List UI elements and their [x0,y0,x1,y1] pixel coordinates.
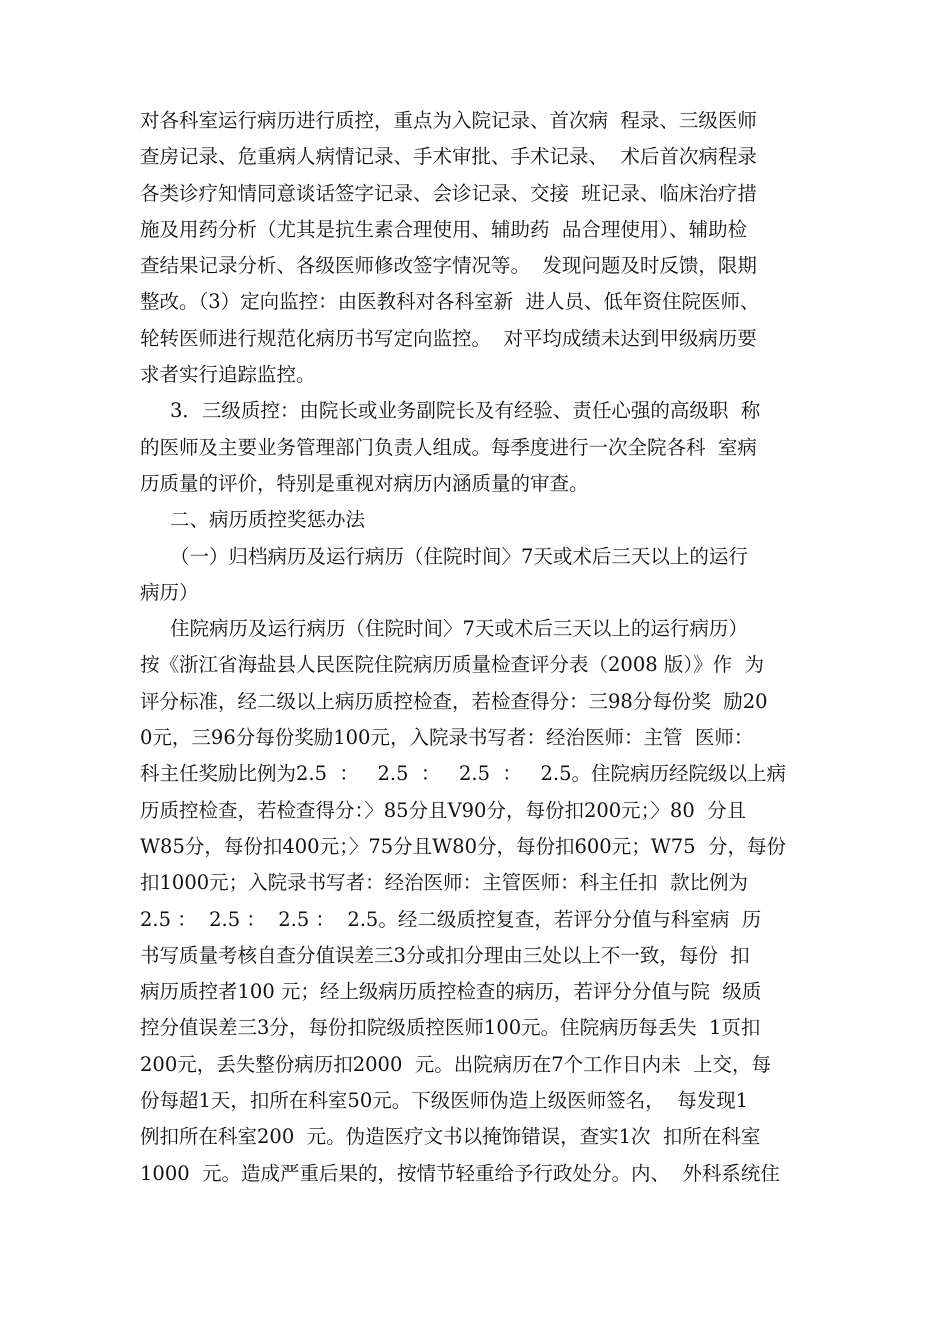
text-line: 0元，三96分每份奖励100元，入院录书写者：经治医师：主管 医师： [140,726,754,750]
text-line: 科主任奖励比例为2.5 ： 2.5 ： 2.5 ： 2.5。住院病历经院级以上病 [140,762,787,786]
text-line: 2.5 ： 2.5 ： 2.5 ： 2.5。经二级质控复查，若评分分值与科室病 历 [140,907,762,931]
text-line: （一）归档病历及运行病历（住院时间〉7天或术后三天以上的运行 [170,544,748,568]
text-line: 历质量的评价，特别是重视对病历内涵质量的审查。 [140,471,589,495]
text-line: 200元，丢失整份病历扣2000 元。出院病历在7个工作日内未 上交，每 [140,1052,772,1076]
text-line: 例扣所在科室200 元。伪造医疗文书以掩饰错误，查实1次 扣所在科室 [140,1125,761,1149]
text-line: 按《浙江省海盐县人民医院住院病历质量检查评分表（2008 版）》作 为 [140,653,764,677]
text-line: 控分值误差三3分，每份扣院级质控医师100元。住院病历每丢失 1页扣 [140,1016,761,1040]
text-line: 历质控检查，若检查得分：〉85分且V90分，每份扣200元；〉80 分且 [140,798,747,822]
text-line: 住院病历及运行病历（住院时间〉7天或术后三天以上的运行病历） [170,617,748,641]
text-line: 查结果记录分析、各级医师修改签字情况等。 发现问题及时反馈，限期 [140,254,757,278]
text-line: 评分标准，经二级以上病历质控检查，若检查得分：三98分每份奖 励20 [140,689,768,713]
document-body [140,103,830,1192]
text-line: 二、病历质控奖惩办法 [170,508,366,532]
text-line: 病历） [140,580,199,604]
text-line: 1000 元。造成严重后果的，按情节轻重给予行政处分。内、 外科系统住 [140,1161,780,1185]
text-line: 轮转医师进行规范化病历书写定向监控。 对平均成绩未达到甲级病历要 [140,326,757,350]
text-line: 查房记录、危重病人病情记录、手术审批、手术记录、 术后首次病程录 [140,145,757,169]
text-line: 求者实行追踪监控。 [140,363,316,387]
text-line: 各类诊疗知情同意谈话签字记录、会诊记录、交接 班记录、临床治疗措 [140,181,757,205]
text-line: W85分，每份扣400元；〉75分且W80分，每份扣600元；W75 分，每份 [140,834,786,858]
text-line: 施及用药分析（尤其是抗生素合理使用、辅助药 品合理使用）、辅助检 [140,217,748,241]
text-line: 的医师及主要业务管理部门负责人组成。每季度进行一次全院各科 室病 [140,435,757,459]
text-line: 整改。（3）定向监控：由医教科对各科室新 进人员、低年资住院医师、 [140,290,760,314]
text-line: 书写质量考核自查分值误差三3分或扣分理由三处以上不一致，每份 扣 [140,943,750,967]
text-line: 病历质控者100 元；经上级病历质控检查的病历，若评分分值与院 级质 [140,980,762,1004]
text-line: 3．三级质控：由院长或业务副院长及有经验、责任心强的高级职 称 [170,399,761,423]
text-line: 份每超1天，扣所在科室50元。下级医师伪造上级医师签名， 每发现1 [140,1089,749,1113]
text-line: 扣1000元；入院录书写者：经治医师：主管医师：科主任扣 款比例为 [140,871,749,895]
text-line: 对各科室运行病历进行质控，重点为入院记录、首次病 程录、三级医师 [140,109,757,132]
